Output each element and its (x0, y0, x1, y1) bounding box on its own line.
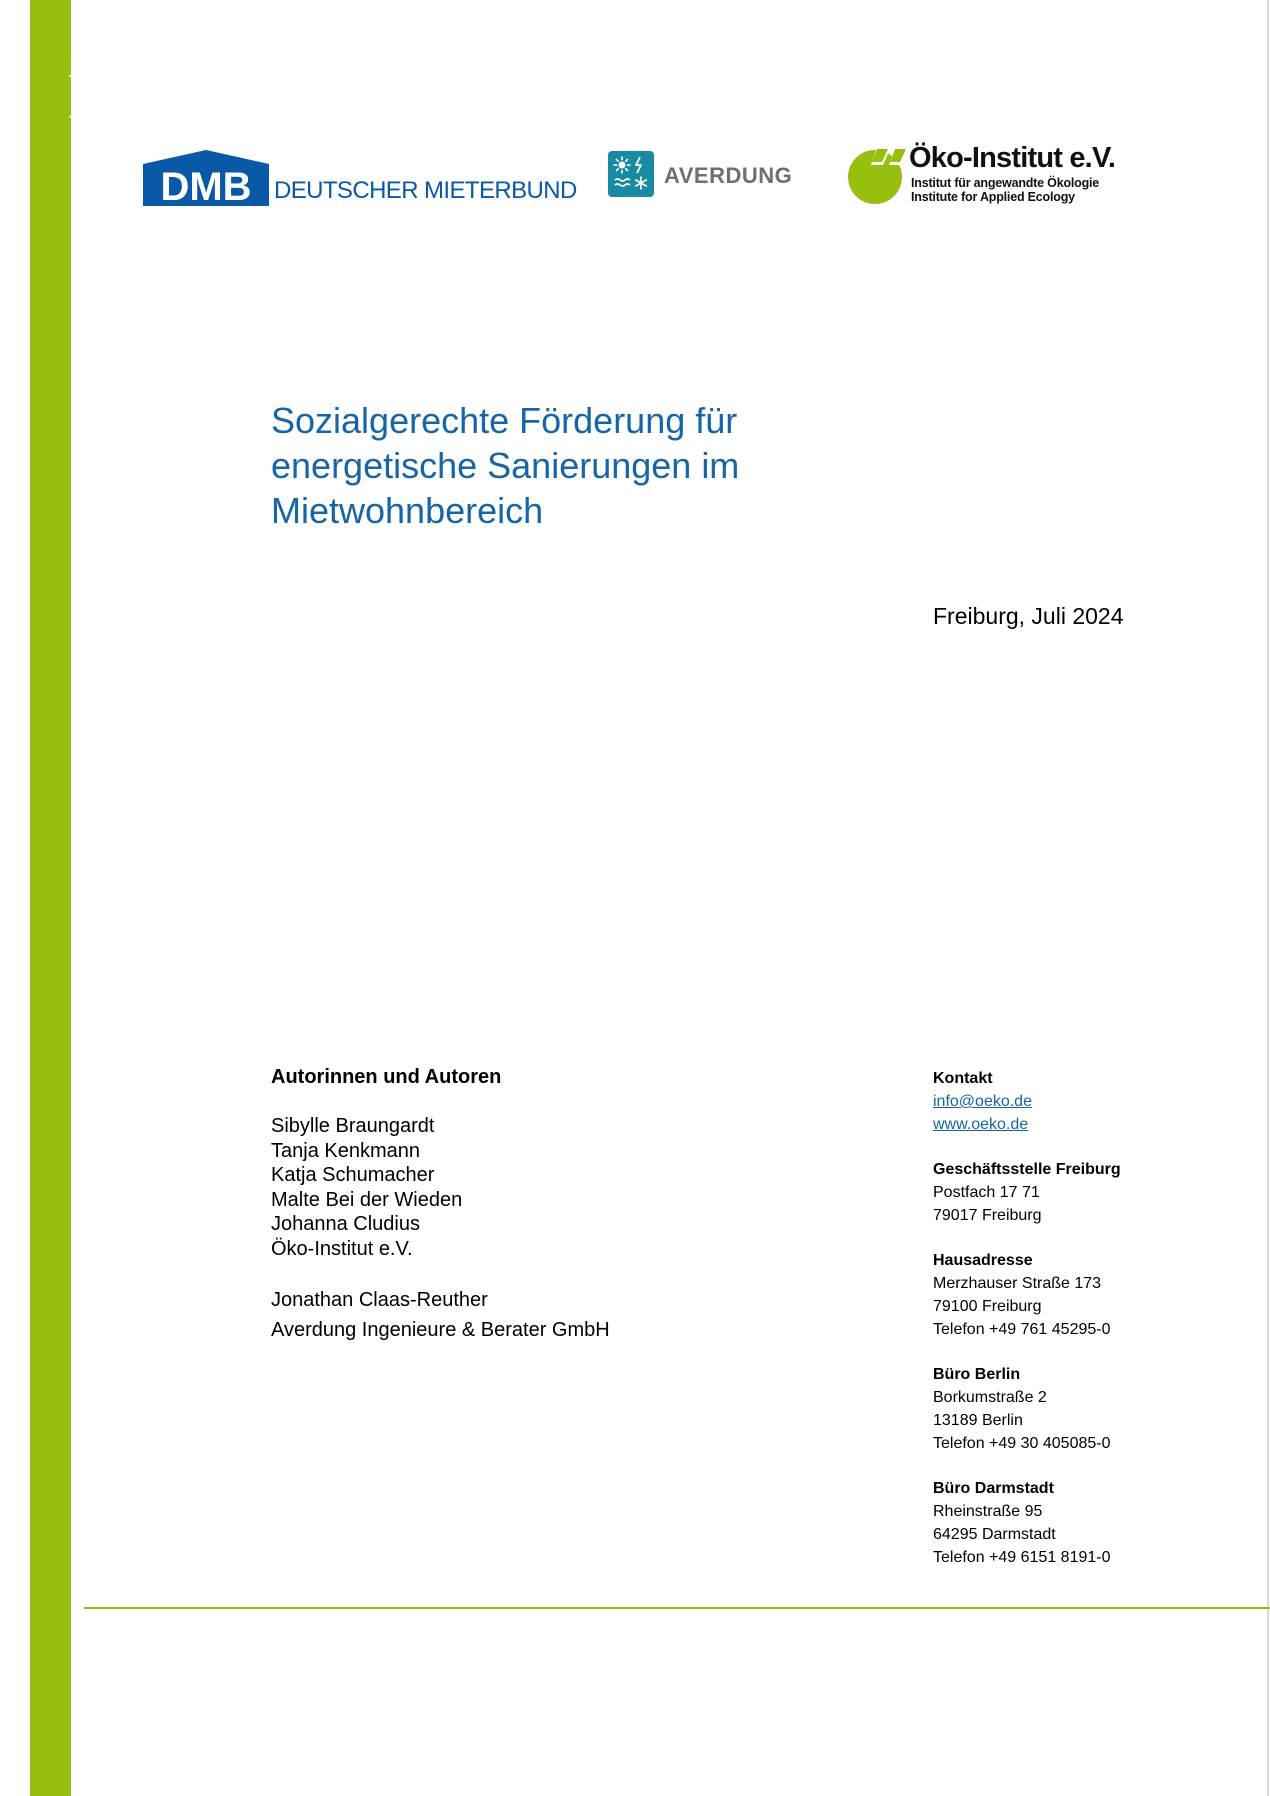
title-line: Mietwohnbereich (271, 490, 544, 531)
contact-block-kontakt (933, 1068, 1253, 1136)
oeko-logo (847, 142, 1127, 205)
authors-section (271, 1066, 791, 1345)
author-name: Sibylle Braungardt (271, 1115, 435, 1137)
contact-heading: Kontakt (933, 1070, 993, 1087)
authors-group-averdung (271, 1285, 791, 1345)
contact-block-hausadresse (933, 1250, 1253, 1341)
dmb-house-icon (143, 150, 269, 206)
contact-line: Telefon +49 30 405085-0 (933, 1435, 1111, 1452)
contact-block-freiburg (933, 1159, 1253, 1227)
oeko-subtitle-de: Institut für angewandte Ökologie (911, 176, 1100, 190)
contact-block-berlin (933, 1364, 1253, 1455)
authors-group-oeko (271, 1114, 791, 1261)
contact-line: 79100 Freiburg (933, 1298, 1042, 1315)
email-link[interactable]: info@oeko.de (933, 1093, 1032, 1110)
contact-heading: Büro Darmstadt (933, 1480, 1054, 1497)
page-edge (1267, 0, 1269, 1796)
website-link[interactable]: www.oeko.de (933, 1116, 1029, 1133)
authors-heading: Autorinnen und Autoren (271, 1066, 502, 1088)
footer-divider (84, 1607, 1270, 1609)
author-name: Katja Schumacher (271, 1164, 435, 1186)
document-title (271, 398, 831, 533)
averdung-logo (608, 151, 798, 197)
oeko-name: Öko-Institut e.V. (909, 142, 1116, 174)
contact-column (933, 1068, 1253, 1592)
contact-block-darmstadt (933, 1478, 1253, 1569)
author-affiliation: Averdung Ingenieure & Berater GmbH (271, 1319, 610, 1341)
side-bar (30, 0, 93, 1796)
author-name: Malte Bei der Wieden (271, 1188, 463, 1211)
averdung-name: AVERDUNG (664, 163, 793, 188)
oeko-leaf-icon (847, 145, 911, 205)
contact-heading: Hausadresse (933, 1252, 1033, 1269)
contact-line: Borkumstraße 2 (933, 1389, 1047, 1406)
contact-line: 79017 Freiburg (933, 1207, 1042, 1224)
contact-line: 64295 Darmstadt (933, 1526, 1056, 1543)
contact-heading: Büro Berlin (933, 1366, 1021, 1383)
contact-line: Postfach 17 71 (933, 1184, 1040, 1201)
contact-line: Rheinstraße 95 (933, 1503, 1043, 1520)
contact-line: Telefon +49 6151 8191-0 (933, 1549, 1111, 1566)
oeko-subtitle-en: Institute for Applied Ecology (911, 190, 1075, 204)
author-name: Johanna Cludius (271, 1213, 420, 1235)
contact-heading: Geschäftsstelle Freiburg (933, 1161, 1121, 1178)
dmb-name: DEUTSCHER MIETERBUND (274, 177, 577, 204)
side-url: www.oeko.de (66, 59, 93, 205)
contact-line: Telefon +49 761 45295-0 (933, 1321, 1111, 1338)
dmb-logo (143, 150, 577, 206)
averdung-weather-icon (608, 151, 654, 197)
author-affiliation: Öko-Institut e.V. (271, 1237, 413, 1260)
title-line: Sozialgerechte Förderung für (271, 400, 738, 441)
place-date: Freiburg, Juli 2024 (933, 603, 1124, 629)
contact-line: 13189 Berlin (933, 1412, 1023, 1429)
contact-line: Merzhauser Straße 173 (933, 1275, 1102, 1292)
author-name: Tanja Kenkmann (271, 1139, 420, 1162)
dmb-mark-text: DMB (160, 165, 252, 206)
title-line: energetische Sanierungen im (271, 445, 740, 486)
author-name: Jonathan Claas-Reuther (271, 1289, 488, 1311)
